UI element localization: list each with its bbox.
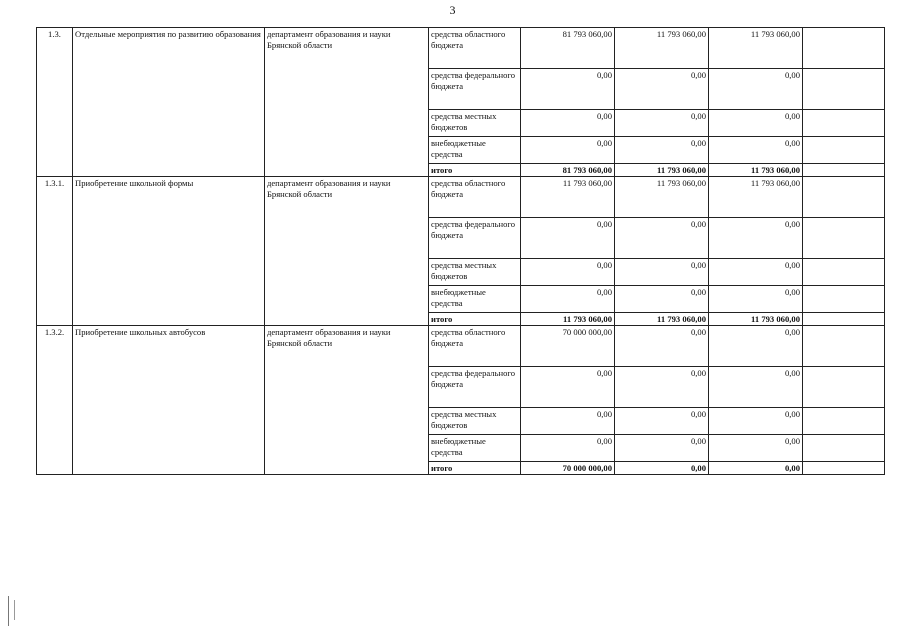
amount-year-3: 0,00: [709, 367, 803, 408]
amount-year-3: 0,00: [709, 137, 803, 164]
amount-year-1: 0,00: [521, 137, 615, 164]
amount-year-3: 0,00: [709, 435, 803, 462]
table-row: [37, 326, 885, 367]
amount-year-2: 0,00: [615, 218, 709, 259]
empty-cell: [803, 286, 885, 313]
amount-year-3: 0,00: [709, 326, 803, 367]
budget-table: [36, 27, 885, 475]
amount-year-2: 0,00: [615, 435, 709, 462]
amount-year-3: 11 793 060,00: [709, 313, 803, 326]
funding-source: внебюджетные средства: [429, 286, 521, 313]
amount-year-2: 0,00: [615, 69, 709, 110]
empty-cell: [803, 110, 885, 137]
amount-year-1: 0,00: [521, 435, 615, 462]
amount-year-2: 0,00: [615, 259, 709, 286]
funding-source: средства федерального бюджета: [429, 367, 521, 408]
amount-year-3: 0,00: [709, 110, 803, 137]
amount-year-3: 0,00: [709, 218, 803, 259]
funding-source: средства областного бюджета: [429, 28, 521, 69]
amount-year-2: 11 793 060,00: [615, 28, 709, 69]
funding-source: средства местных бюджетов: [429, 408, 521, 435]
empty-cell: [803, 408, 885, 435]
table-row: [37, 177, 885, 218]
amount-year-1: 0,00: [521, 408, 615, 435]
empty-cell: [803, 218, 885, 259]
amount-year-1: 11 793 060,00: [521, 313, 615, 326]
funding-source: итого: [429, 164, 521, 177]
section-executor: департамент образования и науки Брянской области: [265, 28, 429, 177]
amount-year-2: 11 793 060,00: [615, 177, 709, 218]
amount-year-1: 0,00: [521, 286, 615, 313]
section-name: Отдельные мероприятия по развитию образования: [73, 28, 265, 177]
amount-year-1: 70 000 000,00: [521, 462, 615, 475]
funding-source: итого: [429, 462, 521, 475]
amount-year-3: 0,00: [709, 259, 803, 286]
amount-year-1: 0,00: [521, 367, 615, 408]
empty-cell: [803, 326, 885, 367]
amount-year-2: 0,00: [615, 326, 709, 367]
amount-year-3: 0,00: [709, 408, 803, 435]
funding-source: средства местных бюджетов: [429, 259, 521, 286]
funding-source: внебюджетные средства: [429, 435, 521, 462]
amount-year-3: 0,00: [709, 462, 803, 475]
amount-year-2: 0,00: [615, 286, 709, 313]
empty-cell: [803, 313, 885, 326]
section-executor: департамент образования и науки Брянской области: [265, 326, 429, 475]
funding-source: средства областного бюджета: [429, 326, 521, 367]
empty-cell: [803, 137, 885, 164]
amount-year-2: 0,00: [615, 110, 709, 137]
amount-year-3: 0,00: [709, 69, 803, 110]
amount-year-1: 0,00: [521, 259, 615, 286]
funding-source: средства местных бюджетов: [429, 110, 521, 137]
funding-source: итого: [429, 313, 521, 326]
amount-year-2: 0,00: [615, 462, 709, 475]
amount-year-3: 11 793 060,00: [709, 177, 803, 218]
page-number: 3: [449, 3, 456, 17]
amount-year-2: 11 793 060,00: [615, 164, 709, 177]
amount-year-2: 11 793 060,00: [615, 313, 709, 326]
funding-source: средства областного бюджета: [429, 177, 521, 218]
amount-year-1: 0,00: [521, 110, 615, 137]
scan-artifact: [8, 596, 9, 626]
section-number: 1.3.1.: [37, 177, 73, 326]
table-row: [37, 28, 885, 69]
section-name: Приобретение школьной формы: [73, 177, 265, 326]
amount-year-1: 0,00: [521, 69, 615, 110]
amount-year-1: 11 793 060,00: [521, 177, 615, 218]
funding-source: внебюджетные средства: [429, 137, 521, 164]
scan-artifact: [14, 600, 15, 620]
empty-cell: [803, 177, 885, 218]
amount-year-2: 0,00: [615, 137, 709, 164]
empty-cell: [803, 28, 885, 69]
section-executor: департамент образования и науки Брянской области: [265, 177, 429, 326]
empty-cell: [803, 164, 885, 177]
empty-cell: [803, 259, 885, 286]
amount-year-2: 0,00: [615, 367, 709, 408]
amount-year-1: 81 793 060,00: [521, 28, 615, 69]
empty-cell: [803, 69, 885, 110]
empty-cell: [803, 435, 885, 462]
funding-source: средства федерального бюджета: [429, 69, 521, 110]
section-name: Приобретение школьных автобусов: [73, 326, 265, 475]
funding-source: средства федерального бюджета: [429, 218, 521, 259]
amount-year-3: 11 793 060,00: [709, 164, 803, 177]
section-number: 1.3.2.: [37, 326, 73, 475]
empty-cell: [803, 462, 885, 475]
amount-year-1: 70 000 000,00: [521, 326, 615, 367]
amount-year-2: 0,00: [615, 408, 709, 435]
amount-year-1: 81 793 060,00: [521, 164, 615, 177]
empty-cell: [803, 367, 885, 408]
amount-year-3: 11 793 060,00: [709, 28, 803, 69]
table-body: [37, 28, 885, 475]
amount-year-1: 0,00: [521, 218, 615, 259]
section-number: 1.3.: [37, 28, 73, 177]
amount-year-3: 0,00: [709, 286, 803, 313]
